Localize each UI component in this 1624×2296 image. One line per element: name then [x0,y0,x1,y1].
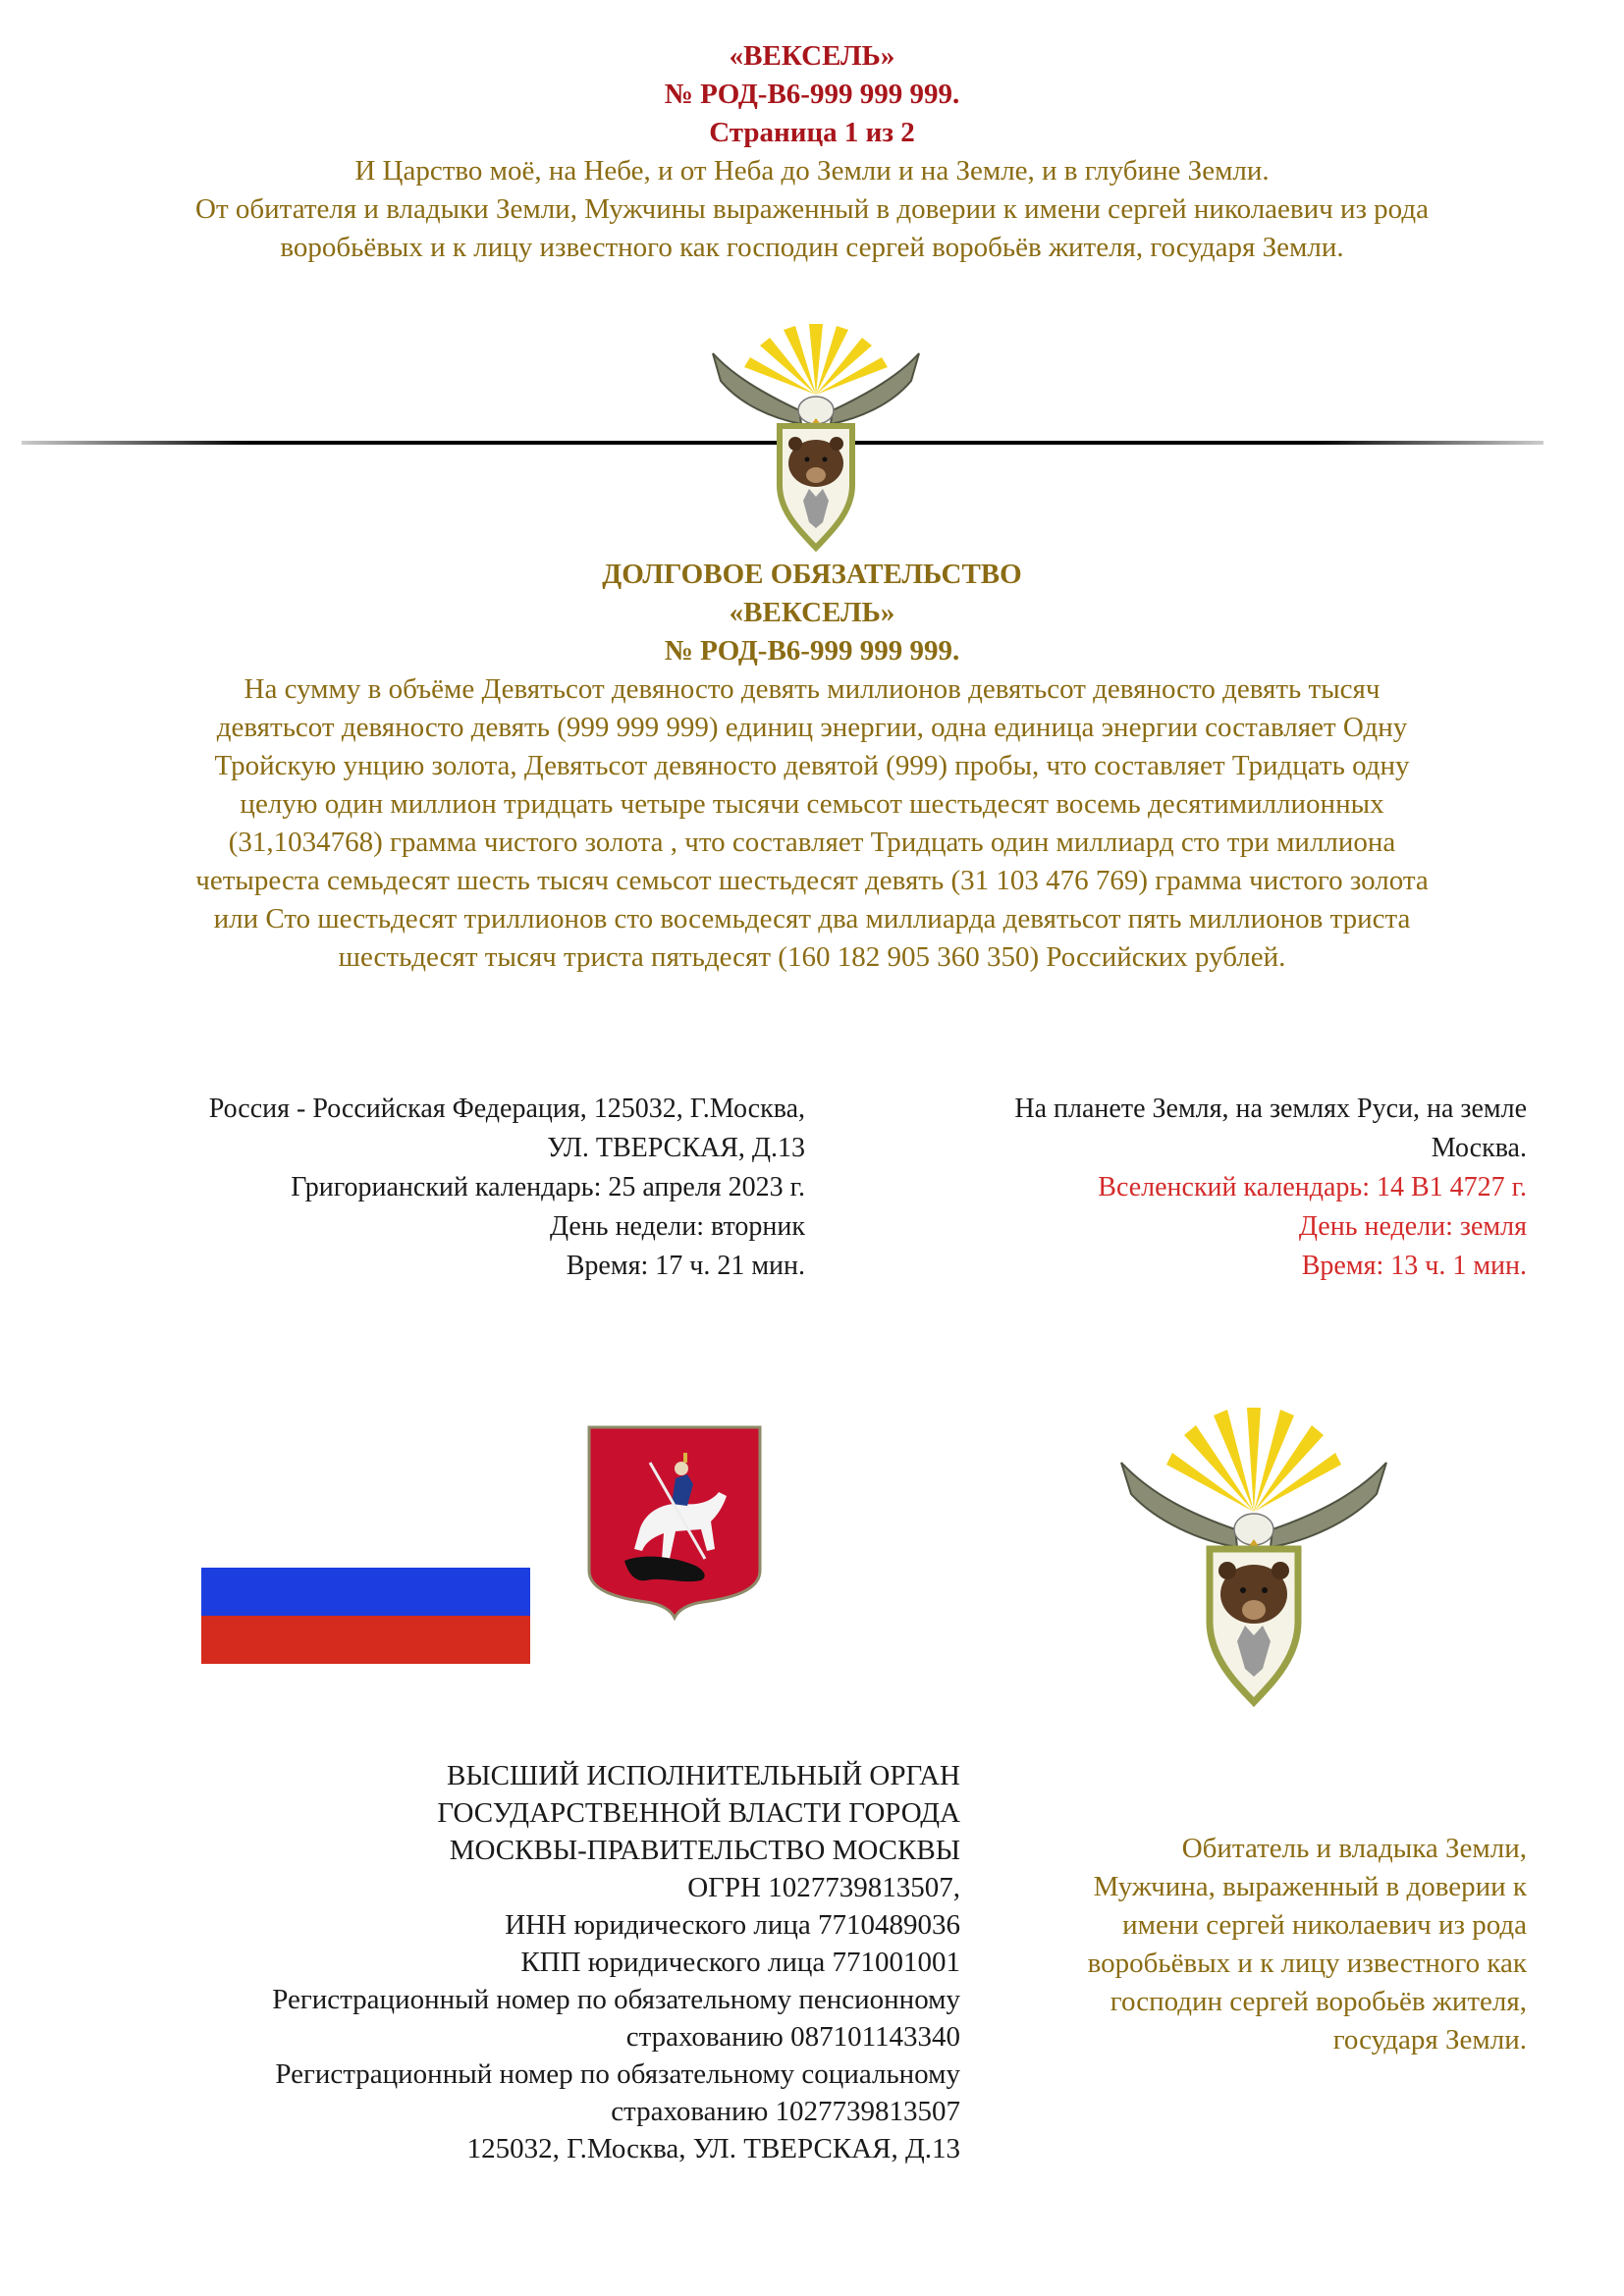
inn: ИНН юридического лица 7710489036 [505,1909,960,1941]
government-line: Регистрационный номер по обязательному пенсионному [272,1984,960,2015]
obligation-line: Тройскую унцию золота, Девятьсот девяносто девятой (999) пробы, что составляет Тридцать одну [214,750,1410,781]
moscow-coat-of-arms-icon [585,1423,764,1622]
owner-line: Обитатель и владыка Земли, [1181,1833,1527,1864]
obligation-line: На сумму в объёме Девятьсот девяносто девять миллионов девятьсот девяносто девять тысяч [244,673,1380,705]
kpp: КПП юридического лица 771001001 [520,1947,960,1978]
obligation-line: (31,1034768) грамма чистого золота , что составляет Тридцать один миллиард сто три миллиона [228,827,1396,858]
owner-line: имени сергей николаевич из рода [1122,1909,1527,1941]
government-line: Регистрационный номер по обязательному социальному [275,2058,960,2090]
owner-block [982,1830,1527,2059]
right-address-block [864,1090,1527,1286]
universal-date: Вселенский календарь: 14 В1 4727 г. [1098,1172,1527,1202]
gregorian-date: Григорианский календарь: 25 апреля 2023 г. [291,1172,805,1202]
page-indicator: Страница 1 из 2 [709,117,915,148]
government-line: ГОСУДАРСТВЕННОЙ ВЛАСТИ ГОРОДА [437,1797,960,1829]
document-number: № РОД-В6-999 999 999. [664,79,960,110]
time: Время: 17 ч. 21 мин. [566,1251,805,1281]
weekday: День недели: земля [1298,1211,1527,1242]
eagle-bear-shield-emblem-icon [693,316,939,557]
header-line: И Царство моё, на Небе, и от Неба до Земли и на Земле, и в глубине Земли. [354,155,1270,187]
weekday: День недели: вторник [549,1211,805,1242]
obligation-block [0,556,1624,977]
owner-line: государя Земли. [1332,2024,1527,2056]
left-address-block [59,1090,805,1286]
owner-line: Мужчина, выраженный в доверии к [1093,1871,1527,1902]
header-line: воробьёвых и к лицу известного как господин сергей воробьёв жителя, государя Земли. [280,232,1344,263]
address-line: На планете Земля, на землях Руси, на земле [1014,1094,1527,1124]
eagle-bear-shield-emblem-icon [1111,1404,1396,1718]
obligation-number: № РОД-В6-999 999 999. [664,635,960,667]
document-title: «ВЕКСЕЛЬ» [729,40,895,72]
owner-line: господин сергей воробьёв жителя, [1110,1986,1527,2017]
government-line: МОСКВЫ-ПРАВИТЕЛЬСТВО МОСКВЫ [449,1835,960,1866]
header-line: От обитателя и владыки Земли, Мужчины выраженный в доверии к имени сергей николаевич из рода [195,193,1429,225]
obligation-title: ДОЛГОВОЕ ОБЯЗАТЕЛЬСТВО [602,559,1022,590]
obligation-subtitle: «ВЕКСЕЛЬ» [729,597,895,628]
russian-flag-icon [201,1520,530,1664]
government-line: страхованию 087101143340 [625,2021,960,2053]
ogrn: ОГРН 1027739813507, [687,1872,960,1903]
time: Время: 13 ч. 1 мин. [1301,1251,1527,1281]
address-line: УЛ. ТВЕРСКАЯ, Д.13 [547,1133,805,1163]
government-address: 125032, Г.Москва, УЛ. ТВЕРСКАЯ, Д.13 [466,2133,960,2164]
obligation-line: девятьсот девяносто девять (999 999 999) единиц энергии, одна единица энергии составляет Одну [216,712,1408,743]
address-line: Москва. [1431,1133,1527,1163]
obligation-line: или Сто шестьдесят триллионов сто восемьдесят два миллиарда девятьсот пять миллионов триста [213,903,1411,934]
obligation-line: шестьдесят тысяч триста пятьдесят (160 182 905 360 350) Российских рублей. [338,941,1286,973]
government-block [98,1757,960,2167]
address-line: Россия - Российская Федерация, 125032, Г.Москва, [208,1094,805,1124]
obligation-line: целую один миллион тридцать четыре тысячи семьсот шестьдесят восемь десятимиллионных [240,788,1384,820]
owner-line: воробьёвых и к лицу известного как [1087,1948,1527,1979]
header-block [0,37,1624,267]
government-line: ВЫСШИЙ ИСПОЛНИТЕЛЬНЫЙ ОРГАН [446,1760,960,1791]
obligation-line: четыреста семьдесят шесть тысяч семьсот шестьдесят девять (31 103 476 769) грамма чистого золота [195,865,1429,896]
government-line: страхованию 1027739813507 [611,2096,960,2127]
